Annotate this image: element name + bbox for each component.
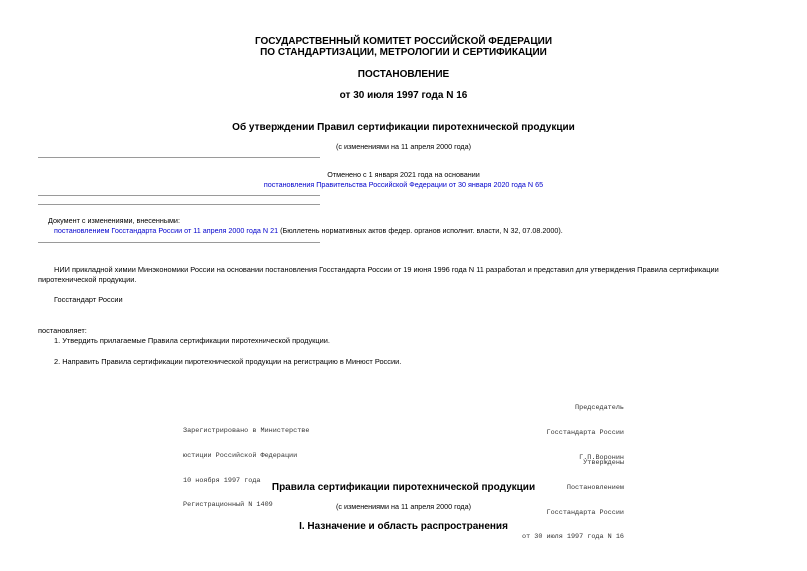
approved-line: Постановлением <box>566 484 624 493</box>
changes-label: Документ с изменениями, внесенными: <box>48 216 180 225</box>
approved-line: Утверждены <box>583 459 624 468</box>
preamble-paragraph: НИИ прикладной химии Минэкономики России на основании постановления Госстандарта России от 19 июня 1996 года N 11 разработал и представил для утверждения Правила сертификации пиротехнической продукции. <box>38 265 719 284</box>
rules-amended-note: (с изменениями на 11 апреля 2000 года) <box>335 502 472 511</box>
divider <box>38 242 320 243</box>
cancel-link[interactable]: постановления Правительства Российской Федерации от 30 января 2020 года N 65 <box>263 180 544 189</box>
approved-line: от 30 июля 1997 года N 16 <box>522 533 624 542</box>
approved-line: Госстандарта России <box>546 508 624 517</box>
decrees-label: постановляет: <box>38 326 87 335</box>
doc-type: ПОСТАНОВЛЕНИЕ <box>357 69 450 80</box>
doc-date: от 30 июля 1997 года N 16 <box>339 90 468 101</box>
decree-item-1: 1. Утвердить прилагаемые Правила сертификации пиротехнической продукции. <box>54 336 330 345</box>
registration-line: юстиции Российской Федерации <box>183 452 298 461</box>
amended-note: (с изменениями на 11 апреля 2000 года) <box>335 142 472 151</box>
changes-source: (Бюллетень нормативных актов федер. органов исполнит. власти, N 32, 07.08.2000). <box>278 226 563 235</box>
registration-line: Зарегистрировано в Министерстве <box>183 427 310 436</box>
changes-link[interactable]: постановлением Госстандарта России от 11 апреля 2000 года N 21 <box>54 226 279 235</box>
changes-row <box>54 226 794 236</box>
cancel-note: Отменено с 1 января 2021 года на основании <box>327 170 480 179</box>
signature-name: Г.П.Воронин <box>579 453 624 462</box>
cancel-link-row <box>0 180 807 190</box>
divider <box>38 157 320 158</box>
signature-title: Председатель <box>575 404 624 413</box>
doc-title: Об утверждении Правил сертификации пиротехнической продукции <box>232 122 575 133</box>
approved-block <box>500 443 624 550</box>
section-heading: I. Назначение и область распространения <box>299 521 508 532</box>
rules-title: Правила сертификации пиротехнической продукции <box>271 482 536 493</box>
decree-item-2: 2. Направить Правила сертификации пиротехнической продукции на регистрацию в Минюст России. <box>54 357 402 366</box>
registration-line: 10 ноября 1997 года <box>183 476 261 485</box>
divider <box>38 195 320 196</box>
divider <box>38 204 320 205</box>
org-name-line2: ПО СТАНДАРТИЗАЦИИ, МЕТРОЛОГИИ И СЕРТИФИКАЦИИ <box>260 47 547 58</box>
org-name-line1: ГОСУДАРСТВЕННЫЙ КОМИТЕТ РОССИЙСКОЙ ФЕДЕРАЦИИ <box>254 36 553 47</box>
signature-org: Госстандарта России <box>546 429 624 438</box>
registration-line: Регистрационный N 1409 <box>183 501 273 510</box>
issuer-paragraph: Госстандарт России <box>54 295 123 304</box>
